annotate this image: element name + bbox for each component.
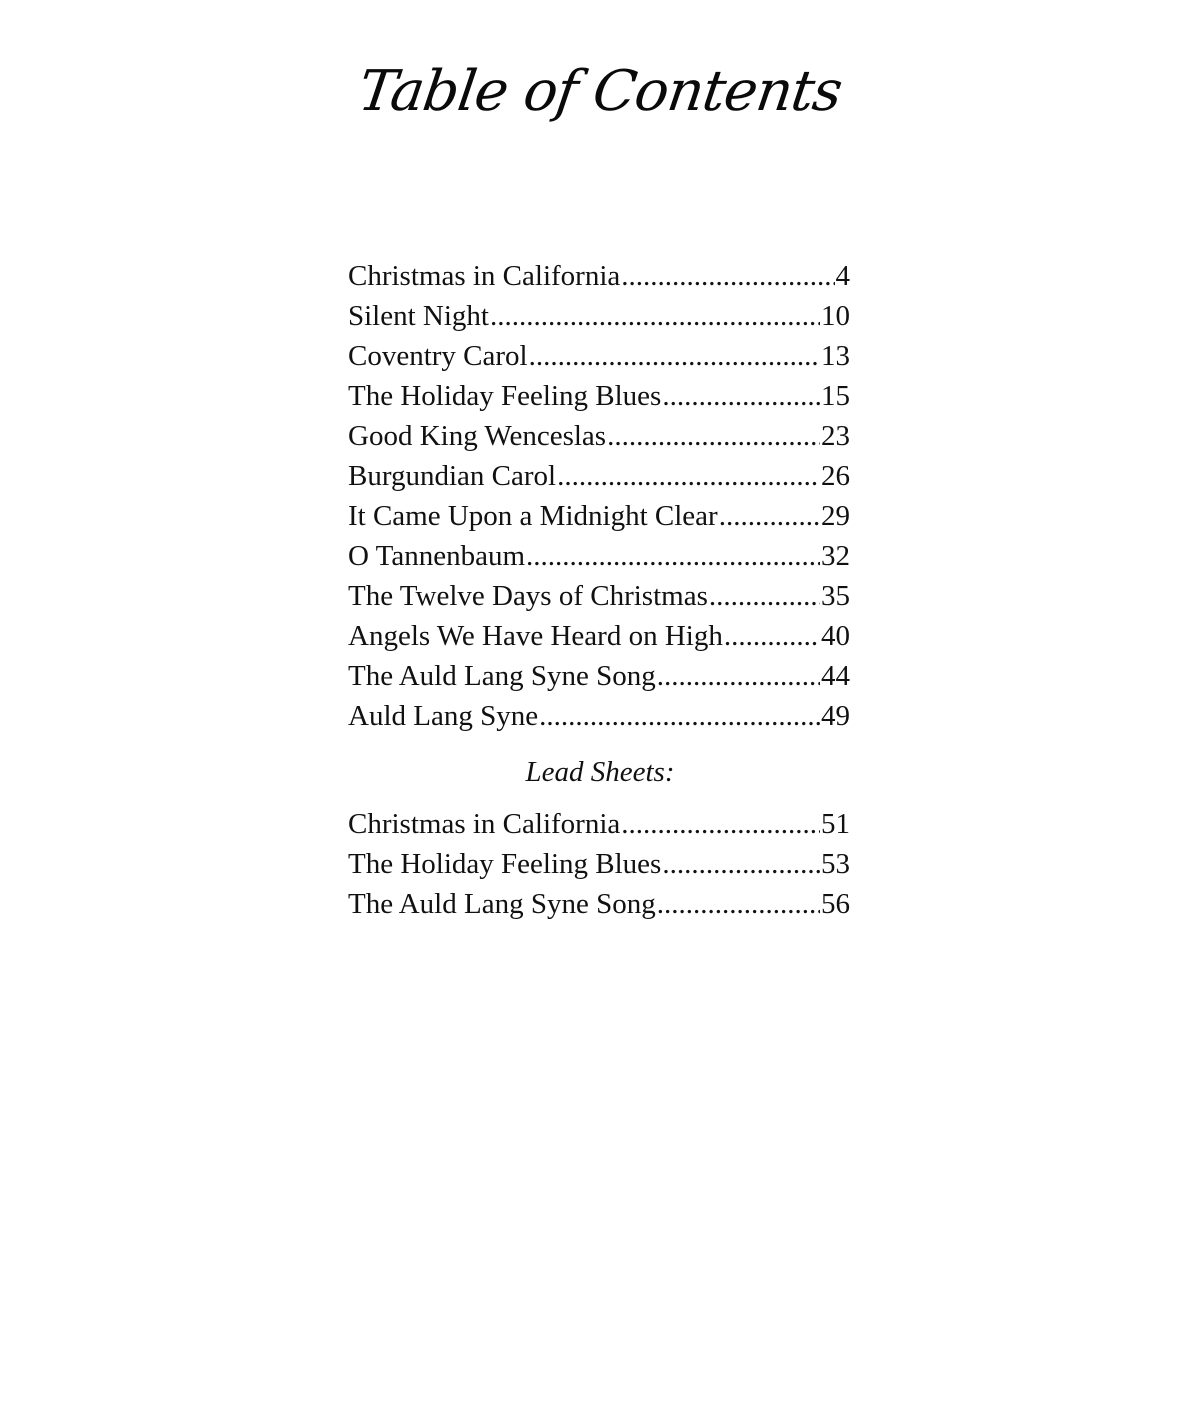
toc-entry-page: 40 <box>821 620 850 652</box>
toc-entry-page: 51 <box>821 808 850 840</box>
toc-entry-title: O Tannenbaum <box>348 540 526 572</box>
toc-entry-title: It Came Upon a Midnight Clear <box>348 500 718 532</box>
toc-entry[interactable] <box>348 496 850 536</box>
toc-entry[interactable] <box>348 616 850 656</box>
toc-leader-dots <box>709 576 820 616</box>
toc-entry-title: The Auld Lang Syne Song <box>348 660 656 692</box>
toc-entry-title: Silent Night <box>348 300 489 332</box>
toc-entry[interactable] <box>348 804 850 844</box>
page-title: Table of Contents <box>354 59 846 124</box>
toc-leader-dots <box>657 884 820 924</box>
toc-entry-title: Christmas in California <box>348 808 621 840</box>
toc-leader-dots <box>662 376 820 416</box>
toc-leader-dots <box>719 496 820 536</box>
toc-entry[interactable] <box>348 844 850 884</box>
toc-entry-title: Christmas in California <box>348 260 621 292</box>
toc-entry[interactable] <box>348 884 850 924</box>
toc-leader-dots <box>607 416 820 456</box>
toc-entry-page: 53 <box>821 848 850 880</box>
toc-entry-page: 13 <box>821 340 850 372</box>
toc-leader-dots <box>490 296 820 336</box>
toc-entry-page: 44 <box>821 660 850 692</box>
toc-leader-dots <box>557 456 820 496</box>
toc-leader-dots <box>724 616 820 656</box>
toc-entry[interactable] <box>348 536 850 576</box>
toc-leader-dots <box>539 696 820 736</box>
toc-entry[interactable] <box>348 696 850 736</box>
toc-main-list <box>348 256 850 736</box>
toc-entry[interactable] <box>348 336 850 376</box>
toc-entry[interactable] <box>348 256 850 296</box>
toc-entry-title: Angels We Have Heard on High <box>348 620 723 652</box>
toc-entry-page: 32 <box>821 540 850 572</box>
toc-entry-title: Coventry Carol <box>348 340 528 372</box>
toc-entry-page: 56 <box>821 888 850 920</box>
toc-entry[interactable] <box>348 456 850 496</box>
toc-entry-page: 4 <box>835 260 850 292</box>
toc-entry-page: 35 <box>821 580 850 612</box>
lead-sheets-heading: Lead Sheets: <box>525 756 675 788</box>
toc-entry[interactable] <box>348 576 850 616</box>
toc-lead-sheets-list <box>348 804 850 924</box>
toc-entry-page: 26 <box>821 460 850 492</box>
toc-entry[interactable] <box>348 656 850 696</box>
toc-entry-page: 15 <box>821 380 850 412</box>
toc-leader-dots <box>526 536 820 576</box>
toc-leader-dots <box>657 656 820 696</box>
toc-entry-page: 23 <box>821 420 850 452</box>
toc-entry-title: The Twelve Days of Christmas <box>348 580 708 612</box>
toc-entry-title: The Auld Lang Syne Song <box>348 888 656 920</box>
toc-entry[interactable] <box>348 376 850 416</box>
toc-entry-title: The Holiday Feeling Blues <box>348 380 662 412</box>
toc-entry-page: 10 <box>821 300 850 332</box>
toc-entry-title: Good King Wenceslas <box>348 420 607 452</box>
toc-leader-dots <box>621 804 820 844</box>
toc-entry-title: The Holiday Feeling Blues <box>348 848 662 880</box>
toc-leader-dots <box>529 336 820 376</box>
toc-entry-page: 49 <box>821 700 850 732</box>
toc-entry-title: Auld Lang Syne <box>348 700 539 732</box>
toc-entry[interactable] <box>348 416 850 456</box>
toc-leader-dots <box>662 844 820 884</box>
toc-entry-title: Burgundian Carol <box>348 460 557 492</box>
toc-leader-dots <box>621 256 834 296</box>
toc-entry-page: 29 <box>821 500 850 532</box>
toc-entry[interactable] <box>348 296 850 336</box>
